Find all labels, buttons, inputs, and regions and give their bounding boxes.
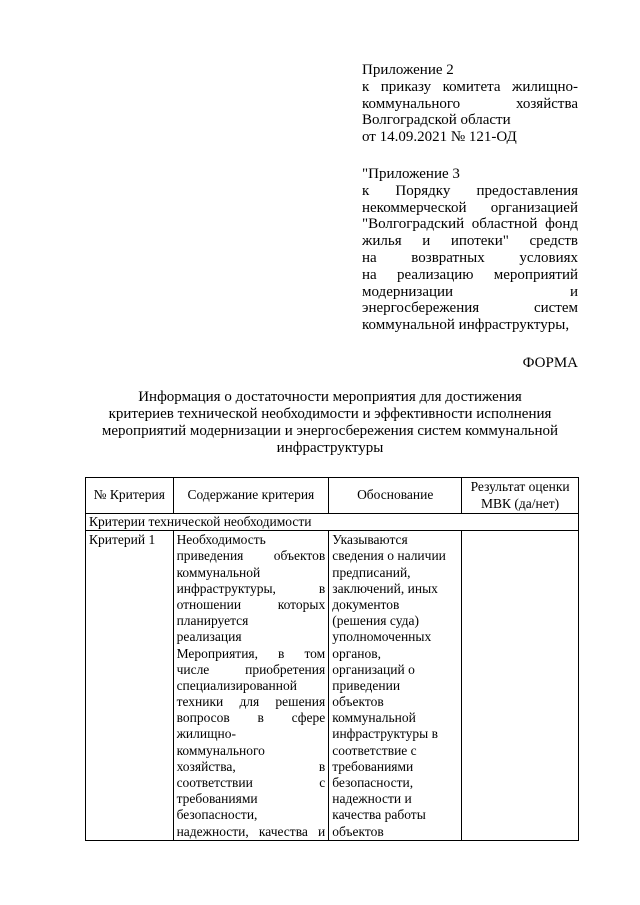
header-commission-result: Результат оценки МВК (да/нет)	[462, 478, 579, 514]
appendix-3-line: "Волгоградский областной фонд	[362, 216, 578, 233]
criterion-justification-line: коммунальной	[332, 710, 416, 726]
appendix-3-header	[362, 166, 578, 334]
appendix-2-line: Волгоградской области	[362, 112, 511, 129]
appendix-3-line: к Порядку предоставления	[362, 182, 578, 199]
header-justification: Обоснование	[329, 478, 462, 514]
appendix-3-line: на реализацию мероприятий	[362, 266, 578, 283]
title-line: Информация о достаточности мероприятия для достижения	[138, 389, 522, 405]
criterion-content-line: специализированной	[176, 677, 297, 693]
appendix-2-line: Приложение 2	[362, 62, 454, 78]
criterion-justification-line: сведения о наличии	[332, 548, 446, 564]
form-label: ФОРМА	[522, 355, 578, 371]
criterion-content-line: коммунальной	[176, 564, 261, 580]
appendix-2-header	[362, 62, 578, 146]
criterion-justification-line: уполномоченных	[332, 629, 432, 645]
criterion-justification-line: безопасности,	[332, 775, 414, 791]
criterion-content-line: надежности, качества и	[176, 823, 326, 839]
criterion-justification	[329, 531, 462, 841]
section-title: Критерии технической необходимости	[86, 514, 579, 531]
appendix-2-line: от 14.09.2021 № 121-ОД	[362, 129, 517, 146]
appendix-3-line: коммунальной инфраструктуры,	[362, 317, 570, 334]
criterion-content-line: инфраструктуры, в	[176, 580, 326, 596]
criterion-content-line: планируется	[176, 613, 249, 629]
criterion-content-line: соответствии с	[176, 775, 326, 791]
appendix-3-line: модернизации и	[362, 283, 578, 300]
section-row	[86, 514, 579, 531]
criterion-justification-line: качества работы	[332, 807, 426, 823]
criterion-justification-line: документов	[332, 596, 400, 612]
header-criterion-content: Содержание критерия	[173, 478, 329, 514]
title-line: инфраструктуры	[276, 440, 384, 456]
appendix-2-line: коммунального хозяйства	[362, 95, 578, 112]
criterion-content-line: безопасности,	[176, 807, 258, 823]
criterion-content-line: реализация	[176, 629, 242, 645]
criterion-content-line: числе приобретения	[176, 661, 326, 677]
criterion-justification-line: объектов	[332, 694, 384, 710]
document-title	[80, 389, 580, 457]
criterion-content-line: Мероприятия, в том	[176, 645, 326, 661]
criterion-result	[462, 531, 579, 841]
appendix-3-line: энергосбережения систем	[362, 300, 578, 317]
criterion-content-line: техники для решения	[176, 694, 326, 710]
criterion-justification-line: заключений, иных	[332, 580, 438, 596]
criterion-justification-line: надежности и	[332, 791, 412, 807]
criterion-justification-line: приведении	[332, 677, 401, 693]
criterion-justification-line: организаций о	[332, 661, 415, 677]
title-line: критериев технической необходимости и эффективности исполнения	[108, 406, 552, 422]
table-row	[86, 531, 579, 841]
criterion-content-line: жилищно-	[176, 726, 236, 742]
header-criterion-number: № Критерия	[86, 478, 174, 514]
criteria-table	[85, 477, 579, 841]
criterion-justification-line: соответствие с	[332, 742, 417, 758]
title-line: мероприятий модернизации и энергосбережения систем коммунальной	[101, 423, 559, 439]
table-header-row	[86, 478, 579, 514]
appendix-3-line: на возвратных условиях	[362, 249, 578, 266]
criterion-content-line: приведения объектов	[176, 548, 326, 564]
criterion-justification-line: объектов	[332, 823, 384, 839]
appendix-2-line: к приказу комитета жилищно-	[362, 78, 578, 95]
appendix-3-line: жилья и ипотеки" средств	[362, 233, 578, 250]
criterion-justification-line: (решения суда)	[332, 613, 419, 629]
criterion-content-line: Необходимость	[176, 532, 266, 548]
criterion-content-line: коммунального	[176, 742, 265, 758]
criterion-justification-line: предписаний,	[332, 564, 411, 580]
criterion-content	[173, 531, 329, 841]
criterion-justification-line: Указываются	[332, 532, 408, 548]
appendix-3-line: некоммерческой организацией	[362, 199, 578, 216]
criterion-content-line: требованиями	[176, 791, 258, 807]
criterion-content-line: отношении которых	[176, 596, 326, 612]
criterion-number: Критерий 1	[86, 531, 174, 841]
criterion-content-line: хозяйства, в	[176, 758, 326, 774]
criterion-justification-line: инфраструктуры в	[332, 726, 438, 742]
criterion-justification-line: органов,	[332, 645, 381, 661]
criterion-content-line: вопросов в сфере	[176, 710, 326, 726]
criterion-justification-line: требованиями	[332, 758, 414, 774]
appendix-3-line: "Приложение 3	[362, 166, 460, 182]
